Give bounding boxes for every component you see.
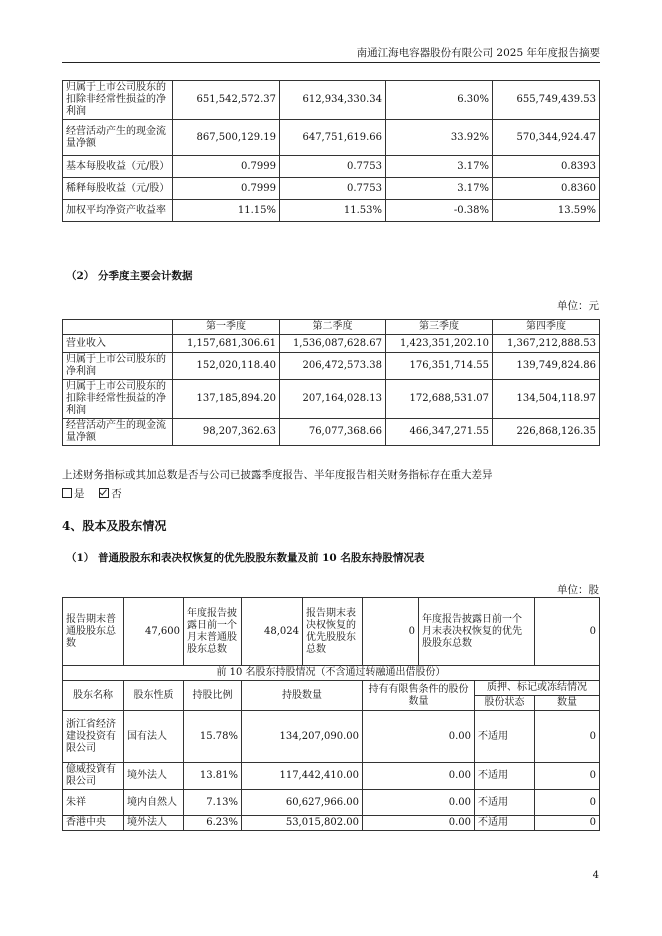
- holding-ratio: 15.78%: [184, 711, 242, 763]
- table-cell: 651,542,572.37: [173, 81, 280, 120]
- shareholder-row: [63, 816, 600, 831]
- table-cell: 139,749,824.86: [493, 353, 600, 380]
- table-row: [63, 419, 600, 446]
- shareholders-subheading: （1） 普通股股东和表决权恢复的优先股股东数量及前 10 名股东持股情况表: [66, 552, 425, 564]
- quarterly-heading: （2） 分季度主要会计数据: [66, 270, 193, 282]
- shareholder-nature: 国有法人: [124, 711, 184, 763]
- table-row: [63, 178, 600, 200]
- table-cell: 0.8360: [493, 178, 600, 200]
- column-header: 第一季度: [173, 320, 280, 335]
- row-label: 经营活动产生的现金流量净额: [63, 120, 173, 156]
- table-cell: 33.92%: [386, 120, 493, 156]
- row-label: 归属于上市公司股东的净利润: [63, 353, 173, 380]
- quarterly-header-row: [63, 320, 600, 335]
- holding-ratio: 13.81%: [184, 763, 242, 790]
- table-cell: 172,688,531.07: [386, 380, 493, 419]
- pledge-quantity: 0: [535, 790, 600, 816]
- table-cell: 0.7753: [280, 178, 386, 200]
- pledge-quantity: 0: [535, 711, 600, 763]
- summary-label-3: 报告期末表决权恢复的优先股股东总数: [303, 598, 363, 666]
- holding-amount: 53,015,802.00: [242, 816, 363, 831]
- table-cell: 1,367,212,888.53: [493, 335, 600, 353]
- table-cell: 1,536,087,628.67: [280, 335, 386, 353]
- table-row: [63, 120, 600, 156]
- holding-amount: 60,627,966.00: [242, 790, 363, 816]
- table-cell: 11.15%: [173, 200, 280, 222]
- quarterly-unit: 单位：元: [557, 300, 599, 312]
- holding-amount: 117,442,410.00: [242, 763, 363, 790]
- summary-label-4: 年度报告披露日前一个月末表决权恢复的优先股股东总数: [419, 598, 535, 666]
- table-row: [63, 335, 600, 353]
- shareholder-nature: 境内自然人: [124, 790, 184, 816]
- summary-value-4: 0: [535, 598, 600, 666]
- holding-ratio: 6.23%: [184, 816, 242, 831]
- summary-row: [63, 598, 600, 666]
- row-label: 营业收入: [63, 335, 173, 353]
- table-cell: 647,751,619.66: [280, 120, 386, 156]
- table-cell: 3.17%: [386, 156, 493, 178]
- row-label: 经营活动产生的现金流量净额: [63, 419, 173, 446]
- header-row-1: [63, 681, 600, 696]
- col-header-nature: 股东性质: [124, 681, 184, 711]
- pledge-quantity: 0: [535, 763, 600, 790]
- summary-value-1: 47,600: [124, 598, 184, 666]
- option-no-label: 否: [111, 488, 122, 500]
- table-cell: 466,347,271.55: [386, 419, 493, 446]
- pledge-status: 不适用: [475, 816, 535, 831]
- pledge-status: 不适用: [475, 763, 535, 790]
- summary-value-3: 0: [363, 598, 419, 666]
- table-cell: 570,344,924.47: [493, 120, 600, 156]
- table-row: [63, 81, 600, 120]
- pledge-status: 不适用: [475, 790, 535, 816]
- restricted-shares: 0.00: [363, 790, 475, 816]
- disclosure-note: 上述财务指标或其加总数是否与公司已披露季度报告、半年度报告相关财务指标存在重大差异: [62, 469, 493, 481]
- summary-label-1: 报告期末普通股股东总数: [63, 598, 124, 666]
- column-header: 第四季度: [493, 320, 600, 335]
- col-header-status: 股份状态: [475, 696, 535, 711]
- table-row: [63, 156, 600, 178]
- table-cell: 137,185,894.20: [173, 380, 280, 419]
- shareholder-name: 香港中央: [63, 816, 124, 831]
- column-header: 第二季度: [280, 320, 386, 335]
- table-cell: 0.7999: [173, 156, 280, 178]
- row-label: 稀释每股收益（元/股）: [63, 178, 173, 200]
- row-label: 归属于上市公司股东的扣除非经常性损益的净利润: [63, 380, 173, 419]
- page-number: 4: [592, 870, 599, 881]
- col-header-name: 股东名称: [63, 681, 124, 711]
- shareholder-row: [63, 711, 600, 763]
- col-header-qty: 数量: [535, 696, 600, 711]
- restricted-shares: 0.00: [363, 763, 475, 790]
- table-cell: 1,423,351,202.10: [386, 335, 493, 353]
- checkbox-no-checked-icon: [99, 488, 109, 498]
- col-header-ratio: 持股比例: [184, 681, 242, 711]
- table-cell: 11.53%: [280, 200, 386, 222]
- summary-label-2: 年度报告披露日前一个月末普通股股东总数: [184, 598, 242, 666]
- section-title: 4、股本及股东情况: [62, 519, 167, 533]
- checkbox-yes-icon: [62, 488, 72, 498]
- top10-title: 前 10 名股东持股情况（不含通过转融通出借股份）: [63, 666, 600, 681]
- table-cell: 176,351,714.55: [386, 353, 493, 380]
- col-header-pledge: 质押、标记或冻结情况: [475, 681, 600, 696]
- shareholder-nature: 境外法人: [124, 816, 184, 831]
- table-cell: 76,077,368.66: [280, 419, 386, 446]
- table-cell: 6.30%: [386, 81, 493, 120]
- shareholders-table: [62, 597, 600, 831]
- shareholder-nature: 境外法人: [124, 763, 184, 790]
- quarterly-data-table: [62, 319, 600, 446]
- table-cell: 152,020,118.40: [173, 353, 280, 380]
- page-header: 南通江海电容器股份有限公司 2025 年年度报告摘要: [62, 46, 600, 63]
- table-row: [63, 200, 600, 222]
- col-header-amount: 持股数量: [242, 681, 363, 711]
- pledge-quantity: 0: [535, 816, 600, 831]
- annual-key-data-table: [62, 80, 600, 222]
- restricted-shares: 0.00: [363, 711, 475, 763]
- row-label: 加权平均净资产收益率: [63, 200, 173, 222]
- option-yes-label: 是: [74, 488, 85, 500]
- table-cell: 206,472,573.38: [280, 353, 386, 380]
- table-cell: 0.8393: [493, 156, 600, 178]
- table-cell: 98,207,362.63: [173, 419, 280, 446]
- table-cell: 655,749,439.53: [493, 81, 600, 120]
- table-cell: 134,504,118.97: [493, 380, 600, 419]
- table-cell: 13.59%: [493, 200, 600, 222]
- row-label: 基本每股收益（元/股）: [63, 156, 173, 178]
- table-cell: 0.7999: [173, 178, 280, 200]
- pledge-status: 不适用: [475, 711, 535, 763]
- col-header-restricted: 持有有限售条件的股份数量: [363, 681, 475, 711]
- disclosure-options: [62, 487, 122, 501]
- summary-value-2: 48,024: [242, 598, 303, 666]
- shareholders-unit: 单位：股: [557, 584, 599, 596]
- table-cell: 226,868,126.35: [493, 419, 600, 446]
- table-cell: 867,500,129.19: [173, 120, 280, 156]
- table-row: [63, 380, 600, 419]
- column-header: 第三季度: [386, 320, 493, 335]
- row-label: 归属于上市公司股东的扣除非经常性损益的净利润: [63, 81, 173, 120]
- holding-ratio: 7.13%: [184, 790, 242, 816]
- shareholder-name: 朱祥: [63, 790, 124, 816]
- table-row: [63, 353, 600, 380]
- table-cell: 612,934,330.34: [280, 81, 386, 120]
- table-cell: 0.7753: [280, 156, 386, 178]
- shareholder-row: [63, 763, 600, 790]
- shareholder-name: 億威投資有限公司: [63, 763, 124, 790]
- holding-amount: 134,207,090.00: [242, 711, 363, 763]
- shareholder-row: [63, 790, 600, 816]
- top10-title-row: [63, 666, 600, 681]
- shareholder-name: 浙江省经济建设投资有限公司: [63, 711, 124, 763]
- restricted-shares: 0.00: [363, 816, 475, 831]
- table-cell: -0.38%: [386, 200, 493, 222]
- column-header: [63, 320, 173, 335]
- table-cell: 207,164,028.13: [280, 380, 386, 419]
- table-cell: 3.17%: [386, 178, 493, 200]
- table-cell: 1,157,681,306.61: [173, 335, 280, 353]
